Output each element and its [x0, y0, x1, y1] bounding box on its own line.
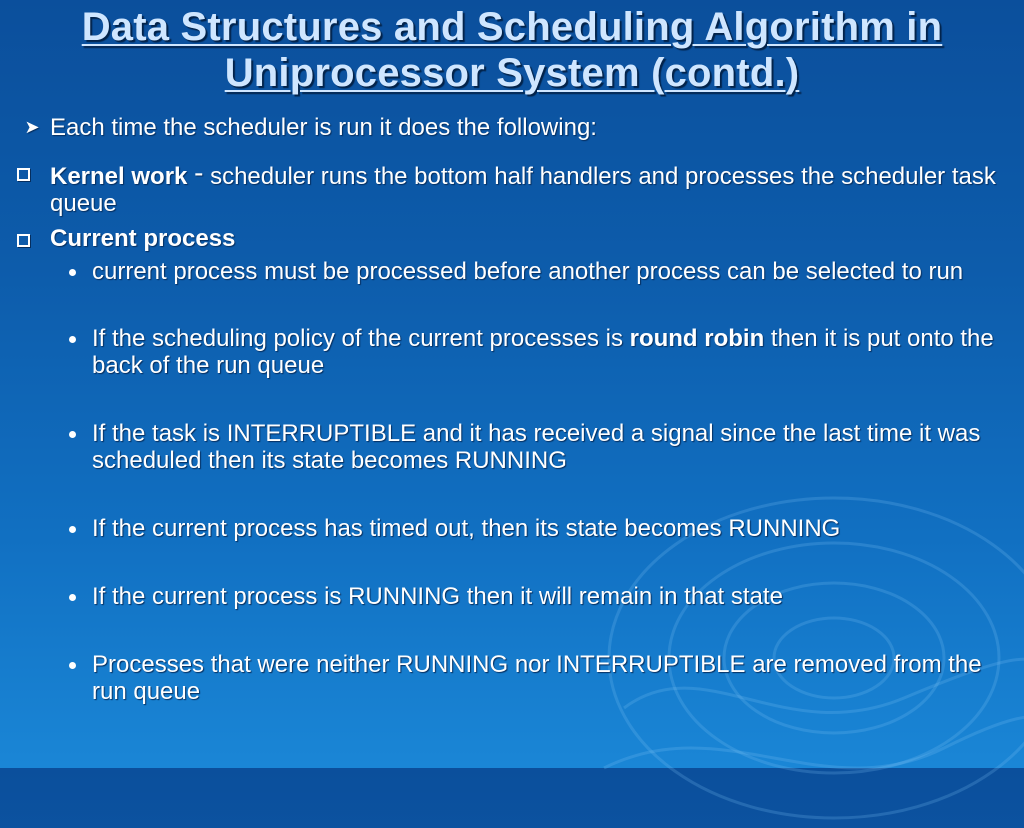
section-heading: Kernel work: [50, 163, 188, 190]
list-item-text: If the current process has timed out, then its state becomes RUNNING: [92, 515, 841, 542]
list-item: [14, 258, 1010, 285]
intro-bullet: [14, 114, 1010, 141]
list-item-text: [92, 325, 1010, 379]
section-kernel-work: [14, 159, 1010, 217]
intro-text: Each time the scheduler is run it does the following:: [50, 114, 597, 141]
list-item-text-end: then it is put onto the back of the run queue: [92, 325, 994, 379]
square-bullet-icon: [14, 225, 50, 252]
list-item-text: If the task is INTERRUPTIBLE and it has received a signal since the last time it was scheduled then its state becomes RUNNING: [92, 420, 981, 474]
list-item-text: current process must be processed before another process can be selected to run: [92, 258, 964, 285]
section-current-process: [14, 225, 1010, 252]
arrow-bullet-icon: ➤: [24, 117, 40, 137]
list-item: [14, 651, 1010, 705]
slide-body: [14, 114, 1010, 705]
square-bullet-icon: [14, 159, 50, 186]
dot-bullet-icon: [66, 651, 92, 678]
slide-title: Data Structures and Scheduling Algorithm in Uniprocessor System (contd.): [81, 5, 943, 95]
dot-bullet-icon: [66, 258, 92, 285]
section-text: [50, 225, 1010, 252]
section-text: [50, 159, 1010, 217]
dot-bullet-icon: [66, 583, 92, 610]
list-item-bold-text: round robin: [629, 325, 765, 352]
section-separator: -: [194, 157, 204, 188]
list-item: [14, 515, 1010, 542]
list-item: [14, 583, 1010, 610]
dot-bullet-icon: [66, 515, 92, 542]
dot-bullet-icon: [66, 325, 92, 352]
list-item: [14, 325, 1010, 379]
list-item-text: Processes that were neither RUNNING nor INTERRUPTIBLE are removed from the run queue: [92, 651, 982, 705]
section-heading: Current process: [50, 225, 236, 252]
list-item-text-start: If the scheduling policy of the current processes is: [92, 325, 630, 352]
section-description: scheduler runs the bottom half handlers and processes the scheduler task queue: [50, 163, 996, 217]
list-item: [14, 420, 1010, 474]
dot-bullet-icon: [66, 420, 92, 447]
list-item-text: If the current process is RUNNING then it will remain in that state: [92, 583, 783, 610]
